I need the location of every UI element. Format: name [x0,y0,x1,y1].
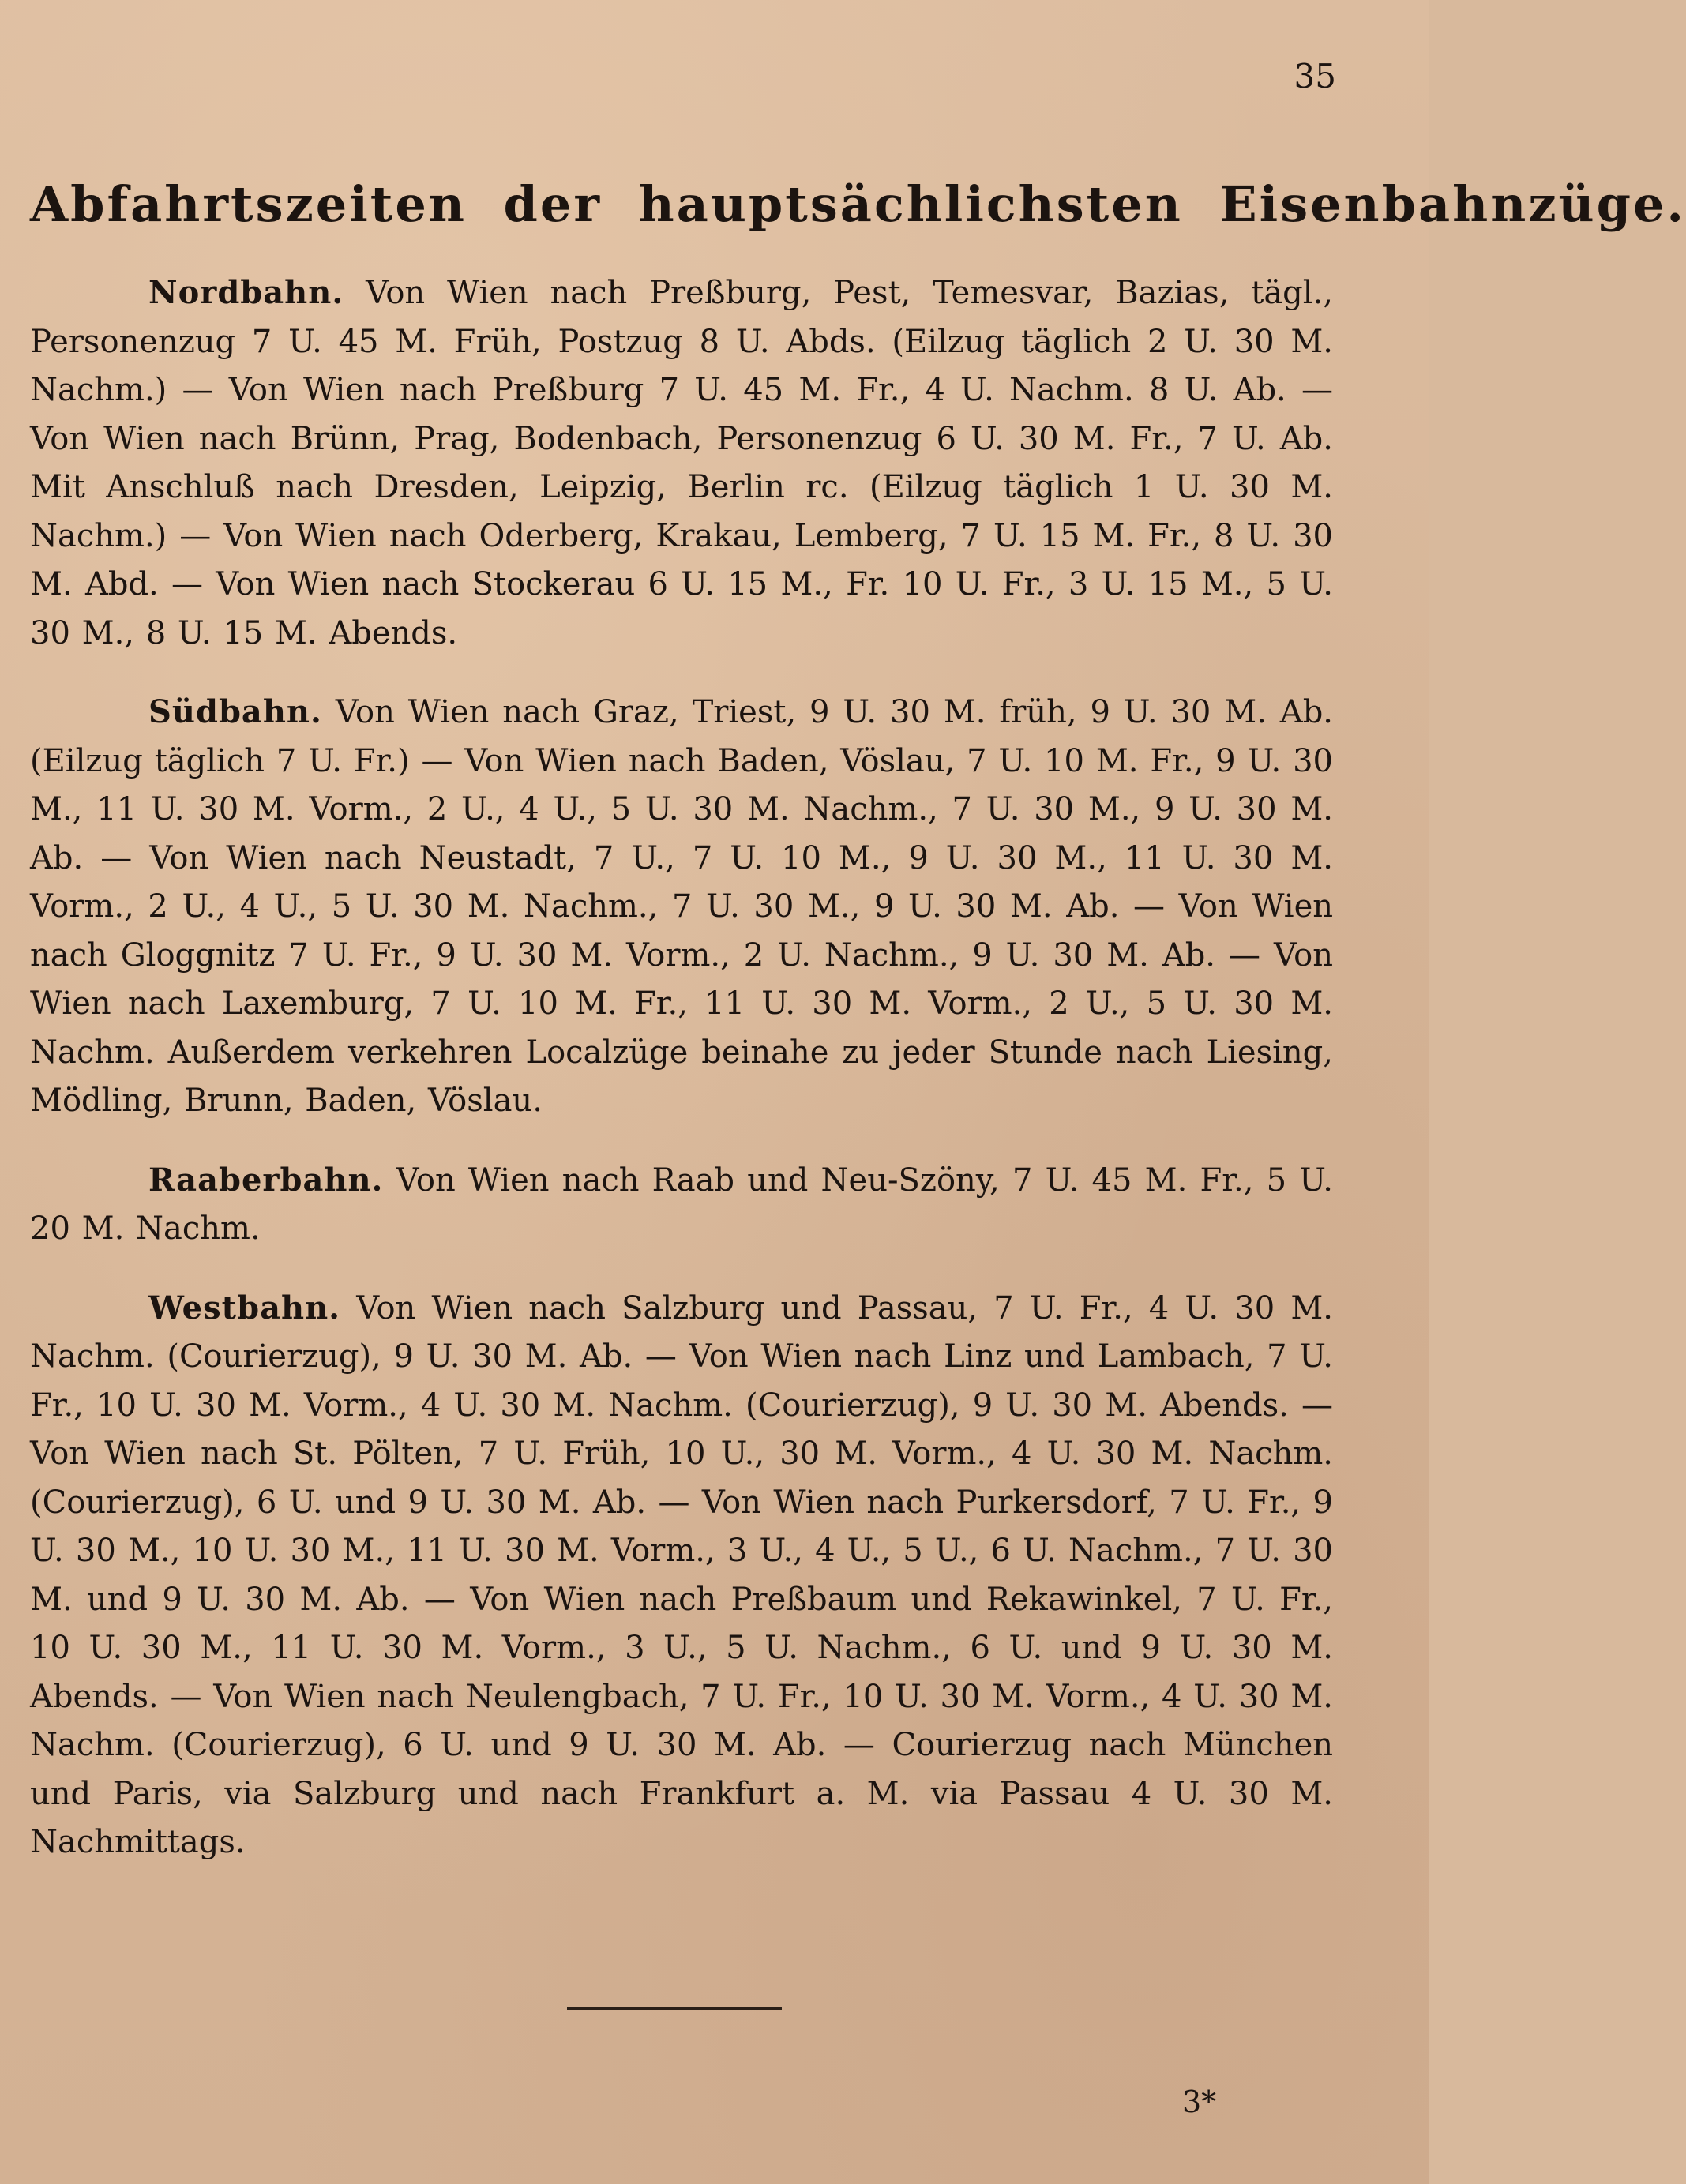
section-text: Von Wien nach Salzburg und Passau, 7 U. Fr., 4 U. 30 M. Nachm. (Courierzug), 9 U. 30 M. Ab. — Von Wien nach Linz und Lambach, 7 U. Fr., 10 U. 30 M. Vorm., 4 U. 30 M. Nachm. (Courierzug), 9 U. 30 M. Abends. — Von Wien nach St. Pölten, 7 U. Früh, 10 U., 30 M. Vorm., 4 U. 30 M. Nachm. (Courierzug), 6 U. und 9 U. 30 M. Ab. — Von Wien nach Purkersdorf, 7 U. Fr., 9 U. 30 M., 10 U. 30 M., 11 U. 30 M. Vorm., 3 U., 4 U., 5 U., 6 U. Nachm., 7 U. 30 M. und 9 U. 30 M. Ab. — Von Wien nach Preßbaum und Rekawinkel, 7 U. Fr., 10 U. 30 M., 11 U. 30 M. Vorm., 3 U., 5 U. Nachm., 6 U. und 9 U. 30 M. Abends. — Von Wien nach Neulengbach, 7 U. Fr., 10 U. 30 M. Vorm., 4 U. 30 M. Nachm. (Courierzug), 6 U. und 9 U. 30 M. Ab. — Courierzug nach München und Paris, via Salzburg und nach Frankfurt a. M. via Passau 4 U. 30 M. Nachmittags. [30,1289,1334,1860]
timetable-body [30,268,1333,1867]
signature-mark: 3* [1182,2085,1217,2119]
section-heading: Nordbahn. [148,274,344,311]
section-text: Von Wien nach Raab und Neu-Szöny, 7 U. 45 M. Fr., 5 U. 20 M. Nachm. [30,1161,1333,1247]
section-heading: Raaberbahn. [148,1161,384,1199]
section-nordbahn [30,268,1333,658]
section-westbahn [30,1284,1333,1867]
end-divider [567,2007,782,2010]
section-raaberbahn [30,1156,1333,1254]
section-suedbahn [30,688,1333,1126]
page-number: 35 [1294,57,1336,96]
section-heading: Südbahn. [148,693,322,730]
section-heading: Westbahn. [148,1289,341,1327]
section-text: Von Wien nach Preßburg, Pest, Temesvar, Bazias, tägl., Personenzug 7 U. 45 M. Früh, Postzug 8 U. Abds. (Eilzug täglich 2 U. 30 M. Nachm.) — Von Wien nach Preßburg 7 U. 45 M. Fr., 4 U. Nachm. 8 U. Ab. — Von Wien nach Brünn, Prag, Bodenbach, Personenzug 6 U. 30 M. Fr., 7 U. Ab. Mit Anschluß nach Dresden, Leipzig, Berlin rc. (Eilzug täglich 1 U. 30 M. Nachm.) — Von Wien nach Oderberg, Krakau, Lemberg, 7 U. 15 M. Fr., 8 U. 30 M. Abd. — Von Wien nach Stockerau 6 U. 15 M., Fr. 10 U. Fr., 3 U. 15 M., 5 U. 30 M., 8 U. 15 M. Abends. [30,275,1333,651]
section-text: Von Wien nach Graz, Triest, 9 U. 30 M. früh, 9 U. 30 M. Ab. (Eilzug täglich 7 U. Fr.) — Von Wien nach Baden, Vöslau, 7 U. 10 M. Fr., 9 U. 30 M., 11 U. 30 M. Vorm., 2 U., 4 U., 5 U. 30 M. Nachm., 7 U. 30 M., 9 U. 30 M. Ab. — Von Wien nach Neustadt, 7 U., 7 U. 10 M., 9 U. 30 M., 11 U. 30 M. Vorm., 2 U., 4 U., 5 U. 30 M. Nachm., 7 U. 30 M., 9 U. 30 M. Ab. — Von Wien nach Gloggnitz 7 U. Fr., 9 U. 30 M. Vorm., 2 U. Nachm., 9 U. 30 M. Ab. — Von Wien nach Laxemburg, 7 U. 10 M. Fr., 11 U. 30 M. Vorm., 2 U., 5 U. 30 M. Nachm. Außerdem verkehren Localzüge beinahe zu jeder Stunde nach Liesing, Mödling, Brunn, Baden, Vöslau. [30,694,1334,1119]
page-title: Abfahrtszeiten der hauptsächlichsten Eisenbahnzüge. [30,175,1686,233]
